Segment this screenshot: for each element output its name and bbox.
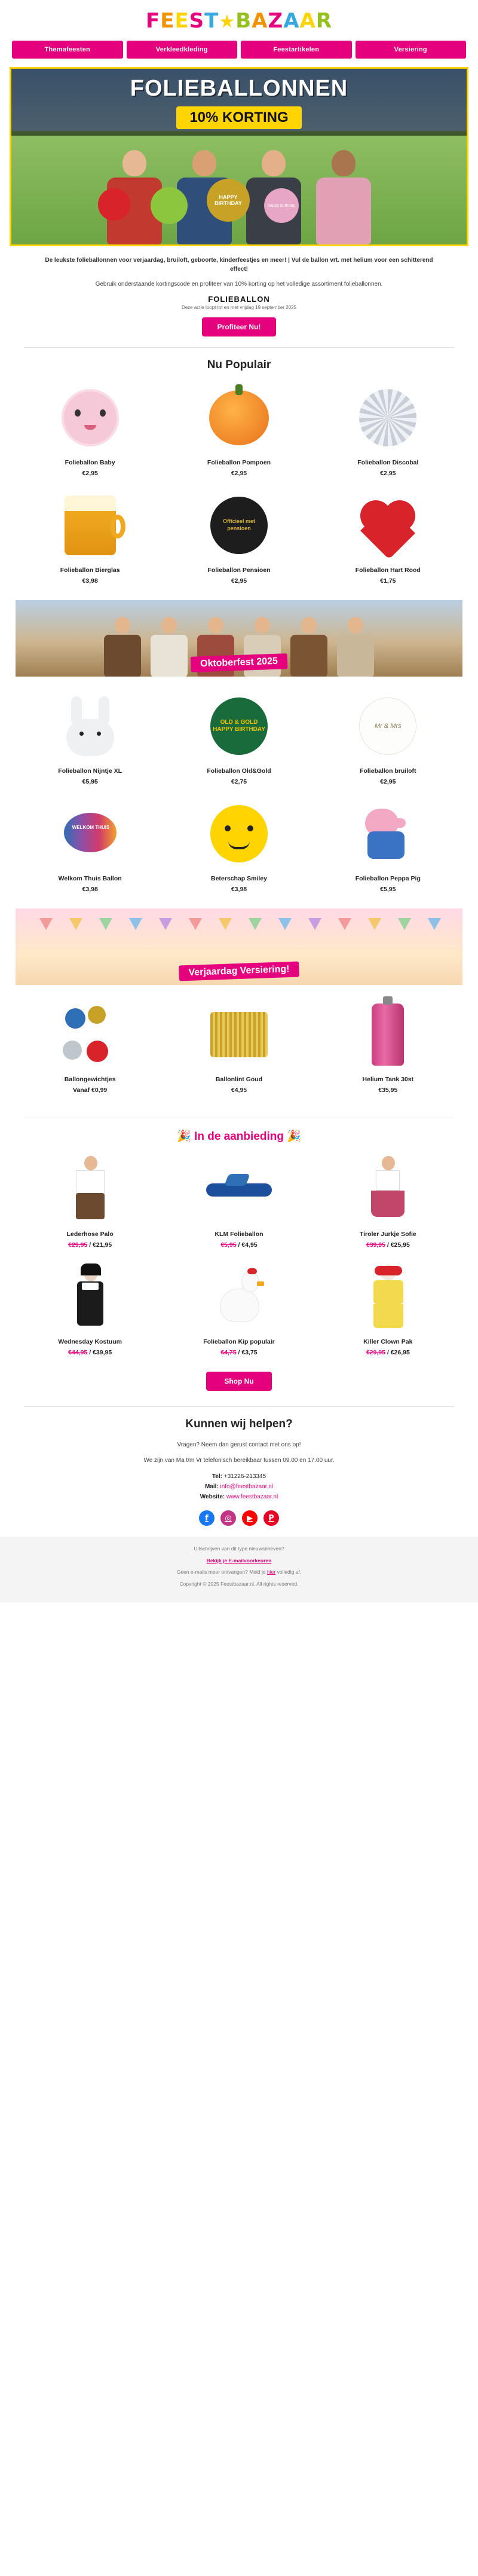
price-old: €5,95 — [220, 1241, 237, 1249]
product-name: Folieballon Hart Rood — [355, 567, 421, 574]
product-name: Folieballon Kip populair — [203, 1338, 275, 1345]
hero-discount-badge: 10% KORTING — [176, 106, 301, 129]
shop-now-button[interactable]: Shop Nu — [206, 1372, 271, 1391]
product-image-disco — [318, 383, 458, 453]
help-title: Kunnen wij helpen? — [185, 1418, 293, 1430]
price-new: €26,95 — [390, 1349, 410, 1356]
popular-grid-2 — [0, 691, 478, 906]
product-image-oldgold — [169, 691, 308, 761]
product-card[interactable] — [164, 490, 313, 598]
product-card[interactable] — [314, 490, 462, 598]
product-price: €3,98 — [231, 886, 247, 893]
product-price: €2,95 — [380, 470, 396, 477]
help-line-2: We zijn van Ma t/m Vr telefonisch bereikbaar tussen 09.00 en 17.00 uur. — [143, 1457, 335, 1464]
alt-prefix: Geen e-mails meer ontvangen? Meld je — [176, 1569, 266, 1575]
product-image-pumpkin — [169, 383, 308, 453]
product-name: Lederhose Palo — [66, 1231, 114, 1238]
pinterest-icon[interactable]: P — [263, 1510, 279, 1526]
product-card[interactable] — [164, 1154, 313, 1262]
accessories-grid — [0, 999, 478, 1107]
price-old: €44,95 — [68, 1349, 88, 1356]
price-old: €39,95 — [366, 1241, 385, 1249]
help-section — [0, 1418, 478, 1502]
product-card[interactable] — [16, 490, 164, 598]
product-price: €2,95 — [380, 778, 396, 785]
hero-overlay — [11, 69, 467, 136]
product-card[interactable] — [16, 691, 164, 799]
product-image-lederhose — [20, 1154, 160, 1225]
intro-line-1: De leukste folieballonnen voor verjaardag, bruiloft, geboorte, kinderfeestjes en meer! | Vul de ballon vrt. met helium voor een schitterend effect! — [45, 257, 433, 273]
product-price: €3,98 — [82, 577, 98, 585]
product-price: €5,95 — [380, 886, 396, 893]
product-name: Folieballon Old&Gold — [207, 767, 271, 775]
product-price: €29,95 / €21,95 — [68, 1241, 112, 1249]
alt-unsubscribe-line — [12, 1568, 466, 1577]
copyright: Copyright © 2025 Feestbazaar.nl, All rights reserved. — [179, 1580, 299, 1587]
price-new: €25,95 — [390, 1241, 410, 1249]
alt-suffix: volledig af. — [277, 1569, 302, 1575]
product-price: €2,95 — [82, 470, 98, 477]
product-price: €2,95 — [231, 470, 247, 477]
price-old: €29,95 — [68, 1241, 88, 1249]
unsubscribe-link[interactable]: hier — [267, 1569, 276, 1575]
nav-item-versiering[interactable]: Versiering — [356, 41, 467, 59]
product-image-chicken — [169, 1262, 308, 1332]
hero-balloon-green-icon — [151, 187, 188, 224]
product-name: Folieballon Pensioen — [207, 567, 271, 574]
product-name: Beterschap Smiley — [211, 875, 267, 882]
product-price: €4,95 — [231, 1087, 247, 1094]
hero-banner[interactable] — [10, 67, 468, 246]
product-card[interactable] — [314, 799, 462, 906]
section-title-sale: 🎉 In de aanbieding 🎉 — [177, 1130, 301, 1143]
main-nav — [0, 37, 478, 67]
banner-person — [147, 611, 191, 677]
product-price: €35,95 — [378, 1087, 398, 1094]
product-card[interactable] — [314, 691, 462, 799]
banner-label-verjaardag: Verjaardag Versiering! — [179, 962, 299, 981]
product-card[interactable] — [314, 383, 462, 490]
shop-button-wrap — [0, 1372, 478, 1391]
product-card[interactable] — [16, 1154, 164, 1262]
divider — [24, 1406, 454, 1407]
product-price: €2,75 — [231, 778, 247, 785]
product-name: Wednesday Kostuum — [58, 1338, 122, 1345]
banner-person — [100, 611, 145, 677]
product-name: Folieballon Baby — [65, 459, 115, 466]
balloon-text: OLD & GOLD HAPPY BIRTHDAY — [213, 718, 265, 733]
price-new: €21,95 — [93, 1241, 112, 1249]
nav-item-feestartikelen[interactable]: Feestartikelen — [241, 41, 352, 59]
intro-line-2: Gebruik onderstaande kortingscode en profiteer van 10% korting op het volledige assortiment folieballonnen. — [95, 281, 383, 287]
cta-profiteer-button[interactable]: Profiteer Nu! — [202, 317, 277, 336]
product-card[interactable] — [164, 799, 313, 906]
product-card[interactable] — [164, 383, 313, 490]
price-new: €3,75 — [241, 1349, 258, 1356]
product-card[interactable] — [16, 999, 164, 1107]
unsubscribe-prefix: Uitschrijven van dit type nieuwsbrieven? — [194, 1546, 284, 1552]
product-image-weights — [20, 999, 160, 1070]
contact-block — [36, 1471, 442, 1502]
product-name: Tiroler Jurkje Sofie — [359, 1231, 416, 1238]
nav-item-verkleedkleding[interactable]: Verkleedkleding — [127, 41, 238, 59]
product-card[interactable] — [314, 1262, 462, 1369]
product-image-clown — [318, 1262, 458, 1332]
product-card[interactable] — [164, 999, 313, 1107]
bunting-decoration-icon — [16, 918, 462, 942]
banner-person — [287, 611, 331, 677]
product-price: €5,95 — [82, 778, 98, 785]
facebook-icon[interactable]: f — [199, 1510, 215, 1526]
product-image-wednesday — [20, 1262, 160, 1332]
sale-grid — [0, 1154, 478, 1369]
product-name: Folieballon bruiloft — [360, 767, 416, 775]
product-image-peppa — [318, 799, 458, 869]
discount-note: Deze actie loopt tot en met vrijdag 19 september 2025 — [181, 305, 297, 310]
mail-label: Mail: — [204, 1483, 219, 1490]
divider — [24, 347, 454, 348]
product-image-beer — [20, 490, 160, 561]
tel-value[interactable]: +31226-213345 — [223, 1473, 266, 1480]
intro-block — [0, 246, 478, 336]
banner-oktoberfest[interactable] — [16, 600, 462, 677]
product-card[interactable] — [314, 999, 462, 1107]
product-price: €5,95 / €4,95 — [220, 1241, 258, 1249]
product-image-smiley — [169, 799, 308, 869]
banner-person — [333, 611, 378, 677]
product-image-heart — [318, 490, 458, 561]
discount-code: FOLIEBALLON — [208, 295, 270, 304]
product-name: Killer Clown Pak — [363, 1338, 413, 1345]
hero-title: FOLIEBALLONNEN — [130, 75, 348, 101]
hero-balloon-birthday-icon: HAPPY BIRTHDAY — [207, 179, 250, 222]
social-links — [0, 1502, 478, 1537]
youtube-icon[interactable]: ▶ — [242, 1510, 258, 1526]
brand-logo[interactable]: FEEST★BAZAAR — [145, 9, 333, 33]
logo-bar — [0, 0, 478, 37]
hero-balloon-pink-icon: happy birthday — [264, 188, 299, 223]
price-new: €4,95 — [241, 1241, 258, 1249]
product-name: Ballonlint Goud — [215, 1076, 263, 1083]
hero-photo — [102, 131, 376, 244]
price-old: €4,75 — [220, 1349, 237, 1356]
product-image-helium-tank — [318, 999, 458, 1070]
product-price: €29,95 / €26,95 — [366, 1349, 410, 1356]
banner-verjaardag[interactable] — [16, 908, 462, 985]
mail-value[interactable]: info@feestbazaar.nl — [220, 1483, 274, 1490]
product-name: Folieballon Nijntje XL — [58, 767, 122, 775]
popular-grid-1 — [0, 383, 478, 598]
balloon-text: Mr & Mrs — [375, 723, 402, 730]
product-price: €1,75 — [380, 577, 396, 585]
product-card[interactable] — [16, 799, 164, 906]
nav-item-themafeesten[interactable]: Themafeesten — [12, 41, 123, 59]
product-price: €39,95 / €25,95 — [366, 1241, 410, 1249]
instagram-icon[interactable]: ◎ — [220, 1510, 236, 1526]
price-old: €29,95 — [366, 1349, 385, 1356]
balloon-text: Officieel met pensioen — [222, 518, 255, 531]
product-image-welcome: WELKOM THUIS — [20, 799, 160, 869]
product-image-ribbon — [169, 999, 308, 1070]
product-price: €2,95 — [231, 577, 247, 585]
product-card[interactable] — [164, 691, 313, 799]
product-image-wedding — [318, 691, 458, 761]
tel-label: Tel: — [212, 1473, 222, 1480]
product-price: €3,98 — [82, 886, 98, 893]
product-name: Helium Tank 30st — [362, 1076, 414, 1083]
product-name: Folieballon Bierglas — [60, 567, 120, 574]
price-new: €39,95 — [93, 1349, 112, 1356]
web-label: Website: — [200, 1494, 225, 1500]
product-image-plane — [169, 1154, 308, 1225]
product-card[interactable] — [16, 1262, 164, 1369]
product-name: KLM Folieballon — [215, 1231, 263, 1238]
web-value[interactable]: www.feestbazaar.nl — [226, 1494, 278, 1500]
product-name: Folieballon Pompoen — [207, 459, 271, 466]
help-line-1: Vragen? Neem dan gerust contact met ons op! — [177, 1442, 301, 1448]
product-name: Folieballon Discobal — [357, 459, 419, 466]
email-preferences-link[interactable]: Bekijk je E-mailvoorkeuren — [206, 1557, 272, 1564]
product-name: Folieballon Peppa Pig — [355, 875, 421, 882]
product-image-bunny — [20, 691, 160, 761]
product-card[interactable] — [164, 1262, 313, 1369]
product-name: Ballongewichtjes — [64, 1076, 116, 1083]
product-card[interactable] — [314, 1154, 462, 1262]
banner-label-oktoberfest: Oktoberfest 2025 — [191, 653, 288, 672]
product-price: €4,75 / €3,75 — [220, 1349, 258, 1356]
product-image-baby — [20, 383, 160, 453]
product-name: Welkom Thuis Ballon — [58, 875, 122, 882]
product-image-pension — [169, 490, 308, 561]
hero-person-4 — [311, 150, 377, 244]
footer — [0, 1537, 478, 1602]
product-image-dirndl — [318, 1154, 458, 1225]
product-card[interactable] — [16, 383, 164, 490]
product-price: Vanaf €0,99 — [73, 1087, 108, 1094]
section-title-popular: Nu Populair — [207, 359, 271, 371]
product-price: €44,95 / €39,95 — [68, 1349, 112, 1356]
